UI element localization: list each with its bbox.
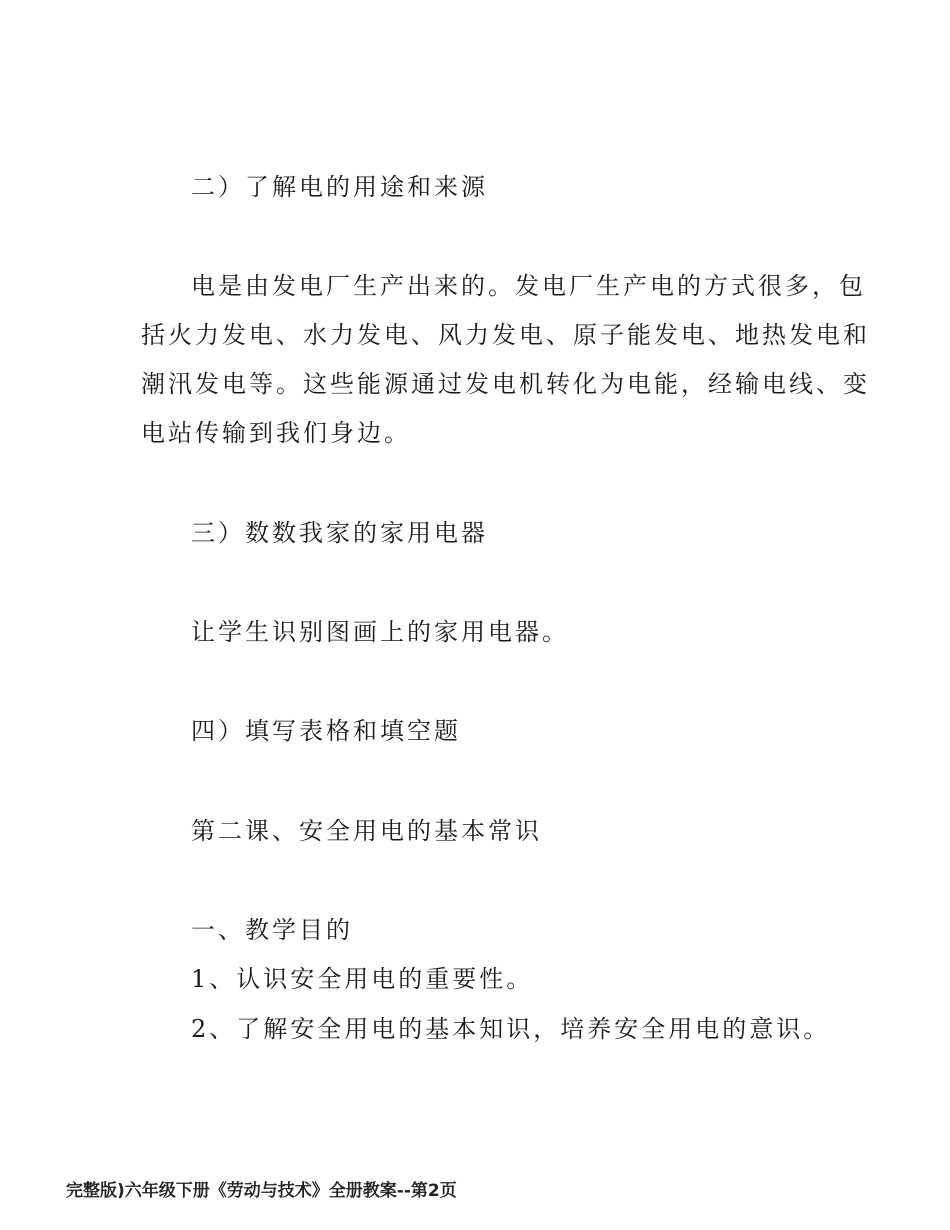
goal-item-1: 1、认识安全用电的重要性。 bbox=[191, 965, 534, 993]
section-heading-teaching-goals: 一、教学目的 bbox=[191, 916, 353, 944]
paragraph-line: 潮汛发电等。这些能源通过发电机转化为电能，经输电线、变 bbox=[141, 370, 870, 398]
paragraph-line: 括火力发电、水力发电、风力发电、原子能发电、地热发电和 bbox=[141, 321, 870, 349]
page-footer: 完整版)六年级下册《劳动与技术》全册教案--第2页 bbox=[66, 1181, 457, 1201]
section-heading-fill-table: 四）填写表格和填空题 bbox=[191, 717, 461, 745]
paragraph-line: 电站传输到我们身边。 bbox=[141, 419, 411, 447]
paragraph-identify-appliances: 让学生识别图画上的家用电器。 bbox=[191, 618, 569, 646]
section-heading-electricity-uses: 二）了解电的用途和来源 bbox=[191, 173, 488, 201]
goal-item-2: 2、了解安全用电的基本知识，培养安全用电的意识。 bbox=[191, 1015, 831, 1043]
paragraph-line: 电是由发电厂生产出来的。发电厂生产电的方式很多，包 bbox=[191, 272, 866, 300]
paragraph-electricity-sources bbox=[141, 270, 870, 466]
lesson-title: 第二课、安全用电的基本常识 bbox=[191, 817, 542, 845]
section-heading-home-appliances: 三）数数我家的家用电器 bbox=[191, 519, 488, 547]
